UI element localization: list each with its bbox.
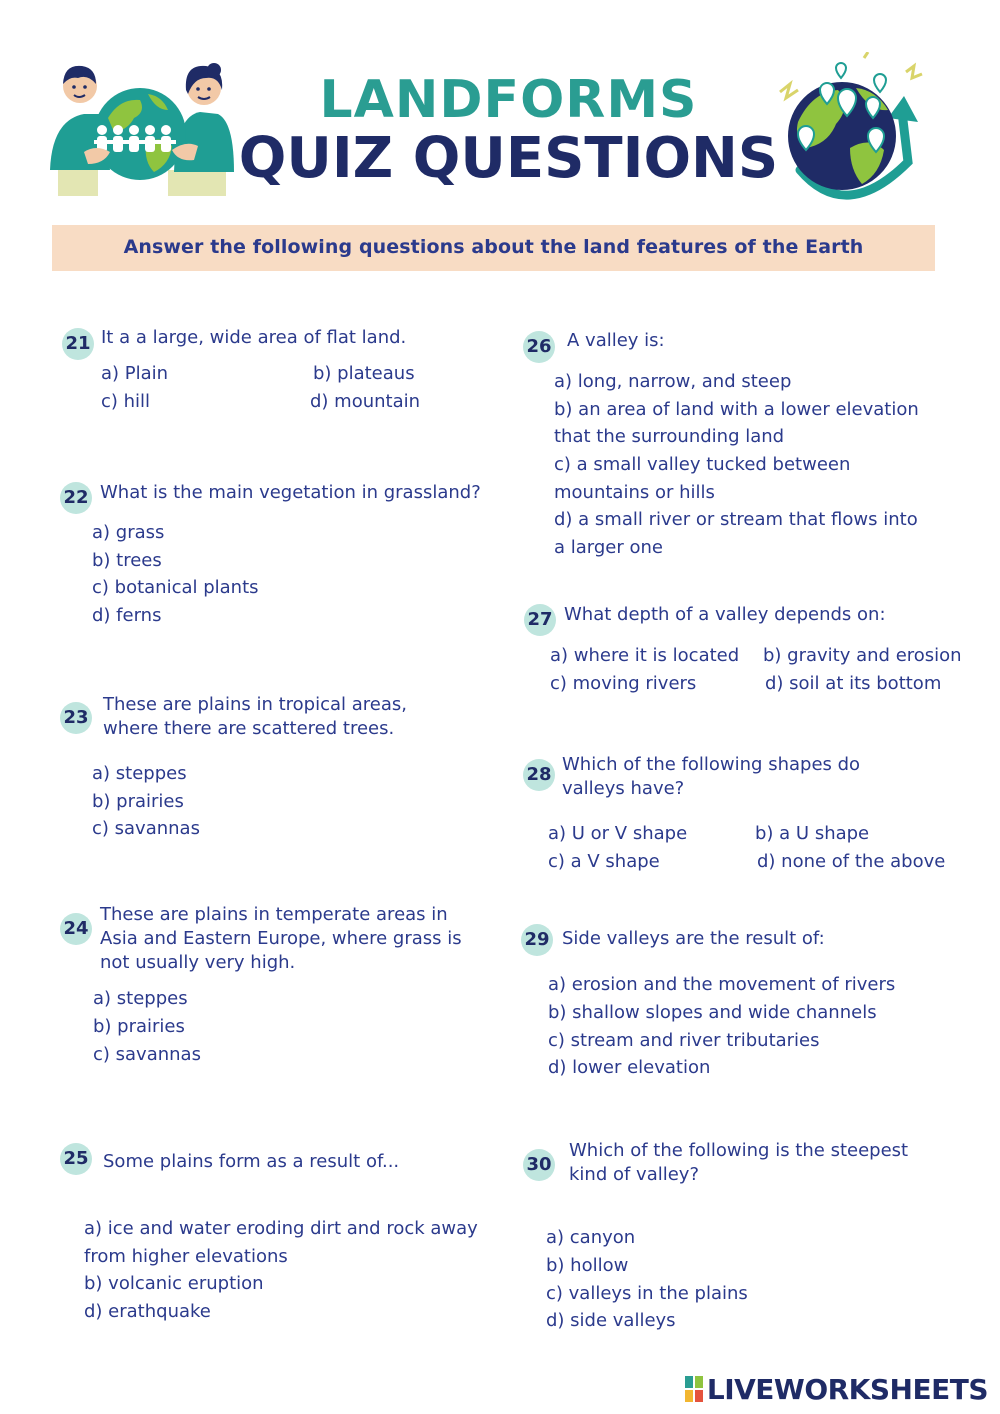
answer-option[interactable]: c) a V shape	[548, 851, 660, 872]
question-text: What is the main vegetation in grassland?	[100, 482, 481, 503]
answer-option[interactable]: b) gravity and erosion	[763, 645, 962, 666]
question-text: where there are scattered trees.	[103, 718, 395, 739]
answer-option[interactable]: c) valleys in the plains	[546, 1283, 748, 1304]
answer-option-continued: mountains or hills	[554, 482, 715, 503]
answer-option[interactable]: a) steppes	[93, 988, 188, 1009]
answer-option[interactable]: a) where it is located	[550, 645, 740, 666]
answer-option[interactable]: b) an area of land with a lower elevation	[554, 399, 919, 420]
answer-option-continued: from higher elevations	[84, 1246, 288, 1267]
question-number: 21	[62, 328, 94, 360]
answer-option[interactable]: c) savannas	[93, 1044, 201, 1065]
question-number: 28	[523, 759, 555, 791]
answer-option[interactable]: a) grass	[92, 522, 165, 543]
answer-option[interactable]: c) hill	[101, 391, 151, 412]
answer-option[interactable]: b) hollow	[546, 1255, 629, 1276]
answer-option[interactable]: a) U or V shape	[548, 823, 688, 844]
answer-option[interactable]: a) ice and water eroding dirt and rock away	[84, 1218, 478, 1239]
answer-option[interactable]: d) mountain	[310, 391, 421, 412]
question-text: Which of the following is the steepest	[569, 1140, 909, 1161]
question-text: What depth of a valley depends on:	[564, 604, 886, 625]
question-number: 26	[523, 331, 555, 363]
answer-option[interactable]: b) prairies	[92, 791, 184, 812]
answer-option[interactable]: b) plateaus	[313, 363, 415, 384]
question-text: It a a large, wide area of flat land.	[101, 327, 407, 348]
answer-option[interactable]: c) stream and river tributaries	[548, 1030, 820, 1051]
answer-option[interactable]: b) volcanic eruption	[84, 1273, 264, 1294]
question-text: kind of valley?	[569, 1164, 700, 1185]
answer-option[interactable]: b) trees	[92, 550, 162, 571]
question-number: 25	[60, 1143, 92, 1175]
answer-option[interactable]: a) Plain	[101, 363, 169, 384]
instruction-text: Answer the following questions about the land features of the Earth	[123, 236, 864, 258]
instruction-banner	[52, 225, 935, 271]
question-text: These are plains in tropical areas,	[103, 694, 407, 715]
answer-option[interactable]: d) ferns	[92, 605, 162, 626]
question-text: valleys have?	[562, 778, 685, 799]
answer-option[interactable]: a) erosion and the movement of rivers	[548, 974, 896, 995]
answer-option[interactable]: d) lower elevation	[548, 1057, 711, 1078]
liveworksheets-logo	[685, 1372, 988, 1406]
answer-option[interactable]: b) prairies	[93, 1016, 185, 1037]
question-text: not usually very high.	[100, 952, 296, 973]
answer-option[interactable]: d) side valleys	[546, 1310, 676, 1331]
question-text: A valley is:	[567, 330, 665, 351]
question-text: Some plains form as a result of...	[103, 1151, 400, 1172]
answer-option[interactable]: b) shallow slopes and wide channels	[548, 1002, 877, 1023]
title-quiz-questions: QUIZ QUESTIONS	[238, 126, 779, 191]
question-number: 24	[60, 913, 92, 945]
answer-option[interactable]: c) moving rivers	[550, 673, 697, 694]
answer-option-continued: a larger one	[554, 537, 663, 558]
answer-option[interactable]: a) long, narrow, and steep	[554, 371, 792, 392]
logo-text: LIVEWORKSHEETS	[706, 1372, 988, 1406]
answer-option[interactable]: d) a small river or stream that flows into	[554, 509, 918, 530]
question-number: 30	[523, 1149, 555, 1181]
question-text: Side valleys are the result of:	[562, 928, 825, 949]
title-landforms: LANDFORMS	[319, 70, 698, 130]
answer-option[interactable]: a) canyon	[546, 1227, 636, 1248]
answer-option[interactable]: d) soil at its bottom	[765, 673, 942, 694]
question-number: 22	[60, 482, 92, 514]
question-text: Which of the following shapes do	[562, 754, 861, 775]
answer-option[interactable]: a) steppes	[92, 763, 187, 784]
question-text: Asia and Eastern Europe, where grass is	[100, 928, 462, 949]
question-text: These are plains in temperate areas in	[100, 904, 448, 925]
question-number: 27	[524, 604, 556, 636]
question-number: 29	[521, 924, 553, 956]
answer-option[interactable]: b) a U shape	[755, 823, 870, 844]
answer-option[interactable]: d) erathquake	[84, 1301, 211, 1322]
answer-option[interactable]: c) a small valley tucked between	[554, 454, 851, 475]
question-number: 23	[60, 702, 92, 734]
answer-option-continued: that the surrounding land	[554, 426, 785, 447]
liveworksheets-mark-icon	[685, 1376, 703, 1402]
answer-option[interactable]: c) botanical plants	[92, 577, 259, 598]
answer-option[interactable]: c) savannas	[92, 818, 200, 839]
answer-option[interactable]: d) none of the above	[757, 851, 946, 872]
